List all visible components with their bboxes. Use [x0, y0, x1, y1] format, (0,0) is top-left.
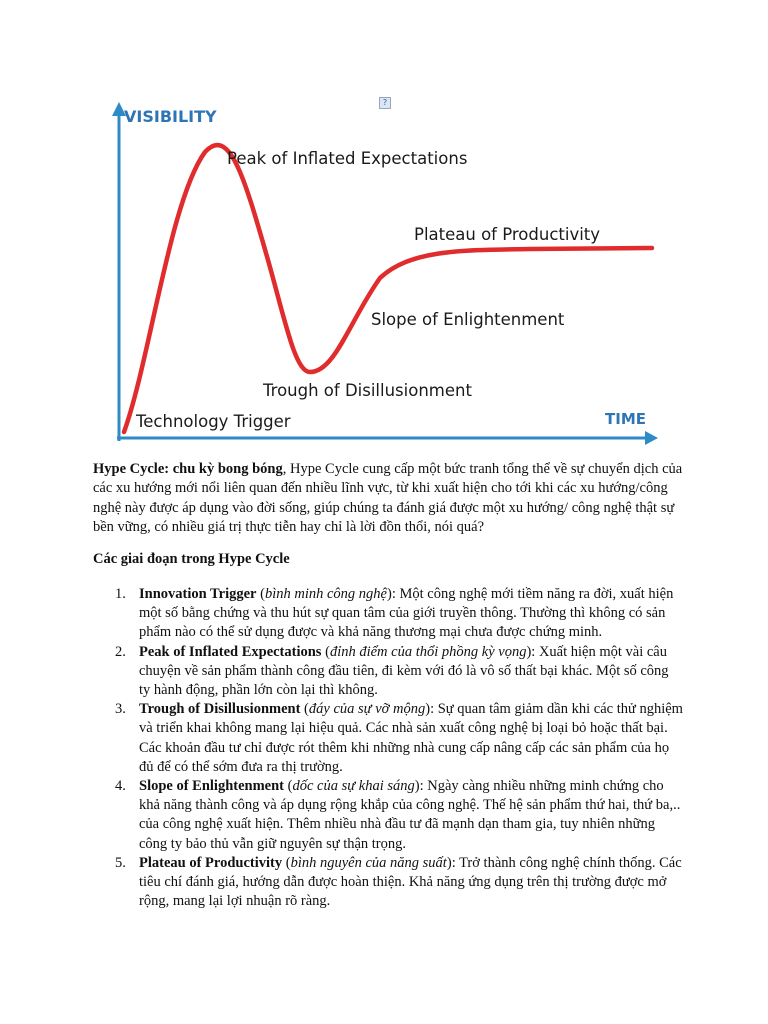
list-item: [93, 854, 683, 912]
label-trigger: Technology Trigger: [136, 412, 291, 431]
paren-close: ): [446, 854, 452, 871]
paren-close: ): [425, 701, 431, 718]
intro-paragraph: [93, 460, 683, 538]
stage-description: : Một công nghệ mới tiềm năng ra đời, xuất hiện một số bằng chứng và thu hút sự quan tâm của giới truyền thông. Thường thì không có sản phẩm nào có thể sử dụng được và khả năng thương mại chưa được chứng minh.: [139, 586, 674, 641]
list-number: 1.: [115, 586, 126, 602]
hype-cycle-figure: [0, 0, 768, 450]
stage-title: Trough of Disillusionment: [139, 701, 301, 718]
stage-title: Plateau of Productivity: [139, 854, 283, 871]
stage-vietnamese-name: bình nguyên của năng suất: [290, 854, 447, 871]
broken-image-icon: ?: [379, 97, 391, 109]
list-number: 2.: [115, 643, 126, 660]
paren-close: ): [526, 643, 532, 660]
stage-description: : Ngày càng nhiều những minh chứng cho khả năng thành công và áp dụng rộng khắp của công nghệ. Thế hệ sản phẩm thứ hai, thứ ba,.. của công nghệ xuất hiện. Thêm nhiều nhà đầu tư đã mạnh dạn tham gia, tuy nhiên những công ty bảo thủ vẫn giữ nguyên sự thận trọng.: [139, 778, 681, 852]
paren-open: (: [256, 586, 265, 602]
stage-title: Innovation Trigger: [139, 586, 257, 602]
label-peak: Peak of Inflated Expectations: [227, 149, 468, 168]
paren-close: ): [387, 586, 392, 602]
list-number: 3.: [115, 701, 126, 718]
intro-bold-term: Hype Cycle: chu kỳ bong bóng: [93, 461, 283, 477]
list-number: 5.: [115, 854, 126, 871]
stage-title: Slope of Enlightenment: [139, 778, 285, 795]
paren-open: (: [284, 778, 293, 795]
paren-open: (: [282, 854, 291, 871]
list-item: [93, 700, 683, 777]
list-number: 4.: [115, 778, 126, 795]
label-slope: Slope of Enlightenment: [371, 310, 565, 329]
stage-title: Peak of Inflated Expectations: [139, 643, 322, 660]
list-item: [93, 643, 683, 701]
section-heading: Các giai đoạn trong Hype Cycle: [93, 551, 290, 567]
label-plateau: Plateau of Productivity: [414, 225, 601, 244]
label-trough: Trough of Disillusionment: [263, 381, 472, 400]
stage-description: : Xuất hiện một vài câu chuyện về sản phẩm thành công đầu tiên, đi kèm với đó là vô số thất bại khác. Một số công ty hành động, phần lớn còn lại thì không.: [139, 643, 669, 699]
stage-description: : Sự quan tâm giảm dần khi các thử nghiệm và triển khai không mang lại hiệu quả. Các nhà sản xuất công nghệ bị loại bỏ hoặc thất bại. Các khoản đầu tư chỉ được rót thêm khi những nhà cung cấp nâng cấp các sản phẩm của họ đủ để có thể sớm đưa ra thị trường.: [139, 701, 683, 775]
list-item: [93, 777, 683, 854]
stage-vietnamese-name: đỉnh điểm của thổi phồng kỳ vọng: [329, 643, 527, 660]
list-item: [93, 585, 683, 643]
paren-close: ): [414, 778, 420, 795]
stages-list: [93, 585, 683, 911]
intro-text: , Hype Cycle cung cấp một bức tranh tổng thể về sự chuyển dịch của các xu hướng mới nổi liên quan đến nhiều lĩnh vực, từ khi xuất hiện cho tới khi các xu hướng/công nghệ này được áp dụng vào đời sống, giúp chúng ta đánh giá được một xu hướng/ công nghệ thật sự bền vững, có nhiều giá trị thực tiễn hay chỉ là lời đồn thổi, nói quá?: [93, 461, 683, 536]
x-axis-arrow-icon: [645, 431, 658, 445]
stage-vietnamese-name: dốc của sự khai sáng: [292, 778, 415, 795]
paren-open: (: [300, 701, 309, 718]
stage-vietnamese-name: đáy của sự vỡ mộng: [308, 701, 426, 718]
stage-description: : Trở thành công nghệ chính thống. Các tiêu chí đánh giá, hướng dẫn được hoàn thiện. Khả năng ứng dụng trên thị trường được mở rộng, mang lại lợi nhuận rõ ràng.: [139, 854, 682, 910]
paren-open: (: [321, 643, 330, 660]
y-axis-label: VISIBILITY: [124, 107, 217, 126]
stage-vietnamese-name: bình minh công nghệ: [264, 586, 387, 602]
x-axis-label: TIME: [605, 410, 646, 428]
